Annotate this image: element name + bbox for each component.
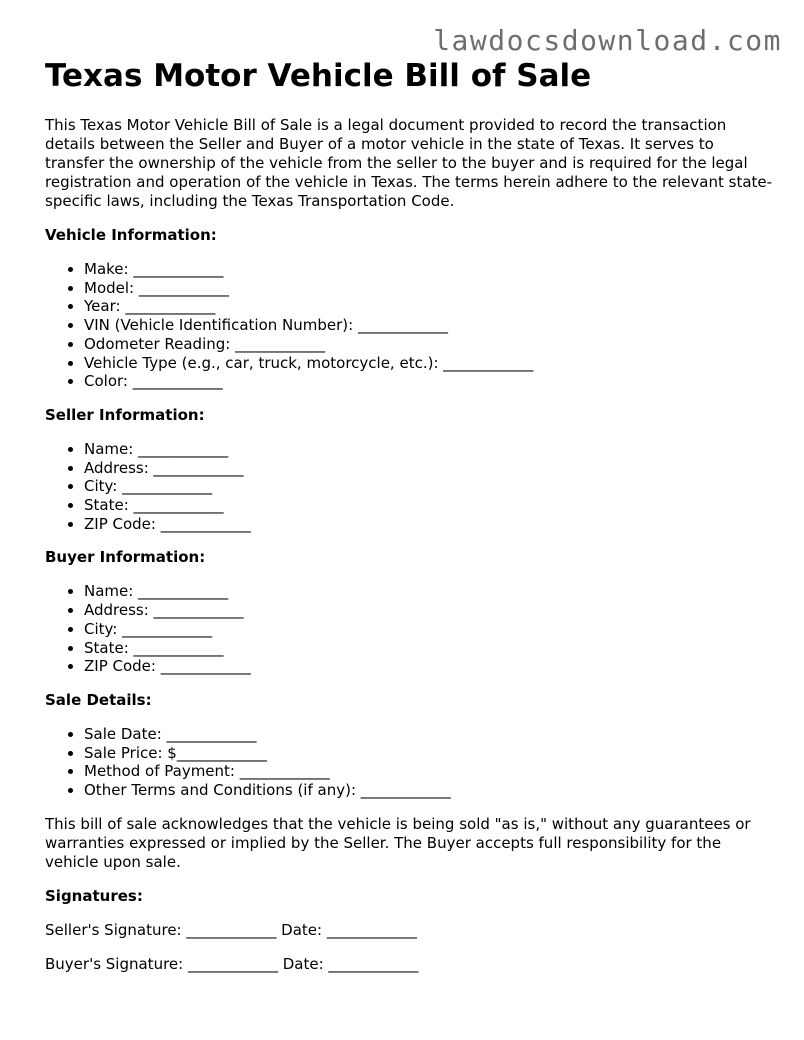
document-body (45, 56, 775, 989)
seller-signature-line: Seller's Signature: ____________ Date: ____________ (45, 920, 417, 939)
buyer-zip-field: • ZIP Code: ____________ (84, 657, 775, 676)
buyer-state-field: • State: ____________ (84, 639, 775, 658)
seller-state-field: • State: ____________ (84, 496, 775, 515)
seller-city-field: • City: ____________ (84, 477, 775, 496)
seller-info-list (45, 440, 775, 534)
intro-paragraph: This Texas Motor Vehicle Bill of Sale is a legal document provided to record the transaction details between the Seller and Buyer of a motor vehicle in the state of Texas. It serves to transfer the ownership of the vehicle from the seller to the buyer and is required for the legal registration and operation of the vehicle in Texas. The terms herein adhere to the relevant state-specific laws, including the Texas Transportation Code. (45, 116, 773, 210)
payment-method-field: • Method of Payment: ____________ (84, 762, 775, 781)
vehicle-make-field: • Make: ____________ (84, 260, 775, 279)
sale-details-heading: Sale Details: (45, 690, 152, 709)
buyer-signature-line: Buyer's Signature: ____________ Date: ____________ (45, 954, 419, 973)
sale-details-list (45, 725, 775, 800)
signatures-heading: Signatures: (45, 886, 143, 905)
sale-price-field: • Sale Price: $____________ (84, 744, 775, 763)
vehicle-color-field: • Color: ____________ (84, 372, 775, 391)
buyer-name-field: • Name: ____________ (84, 582, 775, 601)
buyer-info-heading: Buyer Information: (45, 548, 206, 567)
vehicle-year-field: • Year: ____________ (84, 297, 775, 316)
acknowledgment-paragraph: This bill of sale acknowledges that the vehicle is being sold "as is," without any guarantees or warranties expressed or implied by the Seller. The Buyer accepts full responsibility for the vehicle upon sale. (45, 814, 751, 871)
seller-zip-field: • ZIP Code: ____________ (84, 515, 775, 534)
seller-name-field: • Name: ____________ (84, 440, 775, 459)
buyer-info-list (45, 582, 775, 676)
vehicle-odometer-field: • Odometer Reading: ____________ (84, 335, 775, 354)
other-terms-field: • Other Terms and Conditions (if any): ____________ (84, 781, 775, 800)
page-title: Texas Motor Vehicle Bill of Sale (45, 58, 592, 94)
buyer-city-field: • City: ____________ (84, 620, 775, 639)
vehicle-model-field: • Model: ____________ (84, 279, 775, 298)
vehicle-info-heading: Vehicle Information: (45, 226, 217, 244)
seller-info-heading: Seller Information: (45, 405, 205, 424)
sale-date-field: • Sale Date: ____________ (84, 725, 775, 744)
vehicle-type-field: • Vehicle Type (e.g., car, truck, motorcycle, etc.): ____________ (84, 354, 775, 373)
seller-address-field: • Address: ____________ (84, 459, 775, 478)
vehicle-vin-field: • VIN (Vehicle Identification Number): ____________ (84, 316, 775, 335)
buyer-address-field: • Address: ____________ (84, 601, 775, 620)
watermark: lawdocsdownload.com (433, 24, 782, 57)
vehicle-info-list (45, 260, 775, 391)
